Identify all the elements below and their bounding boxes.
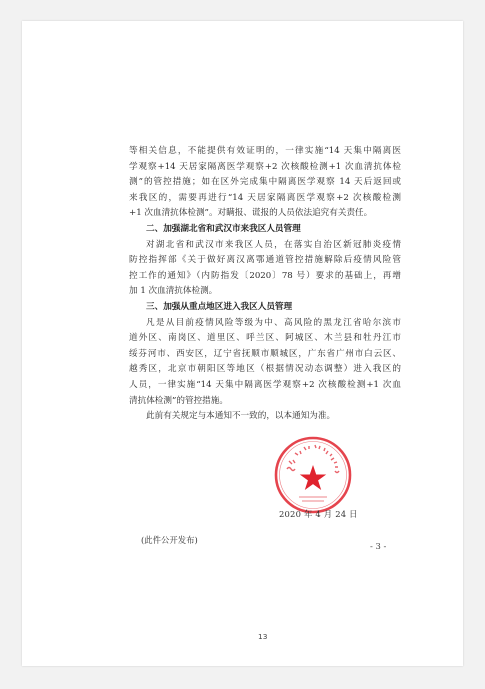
text-line-3: 测”的管控措施；如在区外完成集中隔离医学观察 14 天后返回或: [129, 177, 401, 188]
document-body: [129, 144, 401, 425]
text-line-16: 人员，一律实施“14 天集中隔离医学观察+2 次核酸检测+1 次血: [129, 379, 401, 390]
text-line-17: 清抗体检测”的管控措施。: [129, 395, 228, 406]
footer-page-number: 13: [258, 632, 268, 641]
page-number: - 3 -: [370, 541, 387, 551]
publication-note: (此件公开发布): [141, 535, 198, 545]
text-line-10: 加 1 次血清抗体检测。: [129, 286, 218, 297]
section-heading-3: 三、加强从重点地区进入我区人员管理: [146, 301, 293, 312]
text-line-1: 等相关信息，不能提供有效证明的，一律实施“14 天集中隔离医: [129, 146, 401, 156]
issue-date: 2020 年 4 月 24 日: [279, 509, 358, 519]
text-line-12: 凡是从目前疫情风险等级为中、高风险的黑龙江省哈尔滨市: [146, 317, 401, 328]
text-line-13: 道外区、南岗区、道里区、呼兰区、阿城区、木兰县和牡丹江市: [129, 333, 401, 344]
text-line-18: 此前有关规定与本通知不一致的，以本通知为准。: [146, 411, 336, 422]
text-line-5: +1 次血清抗体检测”。对瞒报、谎报的人员依法追究有关责任。: [129, 208, 373, 219]
official-seal-icon: [273, 435, 353, 515]
text-line-4: 来我区的，需要再进行“14 天居家隔离医学观察+2 次核酸检测: [129, 192, 401, 203]
document-page: [22, 21, 463, 666]
text-line-8: 防控指挥部《关于做好离汉离鄂通道管控措施解除后疫情风险管: [129, 255, 401, 266]
text-line-15: 越秀区，北京市朝阳区等地区（根据情况动态调整）进入我区的: [129, 364, 401, 375]
text-line-7: 对湖北省和武汉市来我区人员，在落实自治区新冠肺炎疫情: [146, 239, 401, 250]
section-heading-2: 二、加强湖北省和武汉市来我区人员管理: [146, 223, 301, 234]
text-line-2: 学观察+14 天居家隔离医学观察+2 次核酸检测+1 次血清抗体检: [129, 161, 401, 172]
text-line-14: 绥芬河市、西安区，辽宁省抚顺市顺城区，广东省广州市白云区、: [129, 348, 401, 359]
text-line-9: 控工作的通知》（内防指发〔2020〕78 号）要求的基础上，再增: [129, 270, 401, 281]
